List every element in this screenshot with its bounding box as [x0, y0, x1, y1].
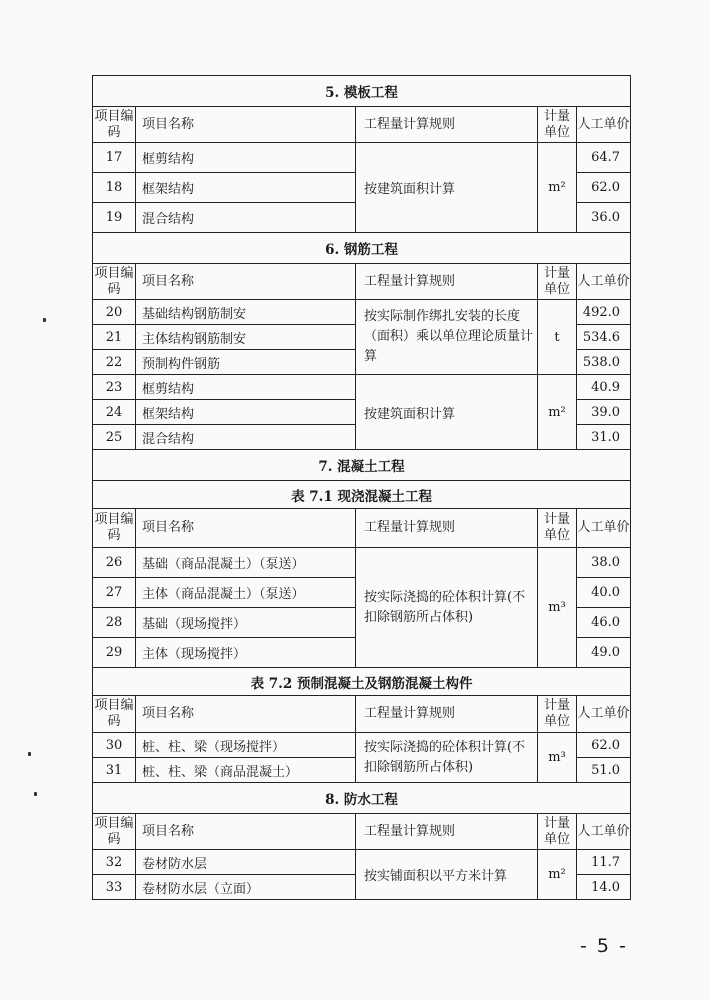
row-rule: 按实铺面积以平方米计算 — [356, 850, 538, 900]
row-code: 29 — [93, 638, 136, 668]
header-unit: 计量单位 — [538, 814, 577, 850]
row-unit: m³ — [538, 733, 577, 783]
row-price: 492.0 — [577, 300, 631, 325]
table-header — [93, 696, 631, 733]
header-rule: 工程量计算规则 — [356, 264, 538, 300]
row-rule: 按建筑面积计算 — [356, 143, 538, 233]
row-rule: 按实际浇捣的砼体积计算(不扣除钢筋所占体积) — [356, 733, 538, 783]
row-name: 基础（商品混凝土）（泵送） — [136, 548, 356, 578]
row-name: 桩、柱、梁（商品混凝土） — [136, 758, 356, 783]
row-unit: m² — [538, 850, 577, 900]
section-title-formwork: 5. 模板工程 — [93, 76, 631, 107]
row-name: 预制构件钢筋 — [136, 350, 356, 375]
row-unit: m² — [538, 375, 577, 450]
row-code: 26 — [93, 548, 136, 578]
table-row — [93, 143, 631, 173]
header-unit: 计量单位 — [538, 107, 577, 143]
row-name: 框架结构 — [136, 173, 356, 203]
page-number: - 5 - — [580, 935, 628, 957]
row-code: 18 — [93, 173, 136, 203]
header-name: 项目名称 — [136, 814, 356, 850]
row-name: 基础（现场搅拌） — [136, 608, 356, 638]
row-unit: m³ — [538, 548, 577, 668]
scan-speck — [28, 752, 31, 756]
row-rule: 按实际制作绑扎安装的长度（面积）乘以单位理论质量计算 — [356, 300, 538, 375]
header-name: 项目名称 — [136, 696, 356, 733]
row-unit: m² — [538, 143, 577, 233]
row-name: 主体（现场搅拌） — [136, 638, 356, 668]
header-name: 项目名称 — [136, 509, 356, 548]
row-code: 17 — [93, 143, 136, 173]
header-name: 项目名称 — [136, 107, 356, 143]
row-name: 基础结构钢筋制安 — [136, 300, 356, 325]
header-rule: 工程量计算规则 — [356, 696, 538, 733]
subtable-title-precast: 表 7.2 预制混凝土及钢筋混凝土构件 — [93, 668, 631, 696]
row-price: 62.0 — [577, 173, 631, 203]
row-price: 538.0 — [577, 350, 631, 375]
row-price: 36.0 — [577, 203, 631, 233]
row-code: 31 — [93, 758, 136, 783]
row-code: 28 — [93, 608, 136, 638]
row-price: 46.0 — [577, 608, 631, 638]
header-name: 项目名称 — [136, 264, 356, 300]
table-row — [93, 733, 631, 758]
row-code: 32 — [93, 850, 136, 875]
row-name: 主体（商品混凝土）（泵送） — [136, 578, 356, 608]
table-row — [93, 548, 631, 578]
row-name: 卷材防水层（立面） — [136, 875, 356, 900]
header-price: 人工单价 — [577, 509, 631, 548]
row-price: 38.0 — [577, 548, 631, 578]
row-price: 40.0 — [577, 578, 631, 608]
scan-speck — [34, 792, 37, 796]
header-unit: 计量单位 — [538, 264, 577, 300]
price-table-page — [92, 75, 630, 900]
row-price: 11.7 — [577, 850, 631, 875]
row-code: 27 — [93, 578, 136, 608]
section-title-rebar: 6. 钢筋工程 — [93, 233, 631, 264]
row-code: 30 — [93, 733, 136, 758]
table-header — [93, 107, 631, 143]
table-header — [93, 509, 631, 548]
row-name: 桩、柱、梁（现场搅拌） — [136, 733, 356, 758]
row-code: 20 — [93, 300, 136, 325]
header-code: 项目编码 — [93, 696, 136, 733]
row-price: 49.0 — [577, 638, 631, 668]
header-code: 项目编码 — [93, 264, 136, 300]
row-name: 主体结构钢筋制安 — [136, 325, 356, 350]
row-price: 64.7 — [577, 143, 631, 173]
row-rule: 按实际浇捣的砼体积计算(不扣除钢筋所占体积) — [356, 548, 538, 668]
section-title-concrete: 7. 混凝土工程 — [93, 450, 631, 481]
row-name: 混合结构 — [136, 425, 356, 450]
header-unit: 计量单位 — [538, 509, 577, 548]
row-code: 21 — [93, 325, 136, 350]
table-row — [93, 375, 631, 400]
row-name: 卷材防水层 — [136, 850, 356, 875]
header-rule: 工程量计算规则 — [356, 107, 538, 143]
table-row — [93, 300, 631, 325]
header-price: 人工单价 — [577, 107, 631, 143]
row-code: 23 — [93, 375, 136, 400]
row-price: 39.0 — [577, 400, 631, 425]
row-code: 25 — [93, 425, 136, 450]
price-table — [92, 75, 631, 900]
row-price: 31.0 — [577, 425, 631, 450]
row-rule: 按建筑面积计算 — [356, 375, 538, 450]
row-price: 40.9 — [577, 375, 631, 400]
row-code: 19 — [93, 203, 136, 233]
header-price: 人工单价 — [577, 814, 631, 850]
row-name: 框剪结构 — [136, 375, 356, 400]
header-price: 人工单价 — [577, 264, 631, 300]
header-price: 人工单价 — [577, 696, 631, 733]
row-code: 22 — [93, 350, 136, 375]
header-rule: 工程量计算规则 — [356, 814, 538, 850]
row-name: 框剪结构 — [136, 143, 356, 173]
row-unit: t — [538, 300, 577, 375]
scan-speck — [43, 318, 46, 322]
header-code: 项目编码 — [93, 107, 136, 143]
row-price: 14.0 — [577, 875, 631, 900]
header-rule: 工程量计算规则 — [356, 509, 538, 548]
row-price: 534.6 — [577, 325, 631, 350]
subtable-title-cast-in-place: 表 7.1 现浇混凝土工程 — [93, 481, 631, 509]
table-header — [93, 264, 631, 300]
section-title-waterproofing: 8. 防水工程 — [93, 783, 631, 814]
table-header — [93, 814, 631, 850]
row-code: 24 — [93, 400, 136, 425]
table-row — [93, 850, 631, 875]
header-unit: 计量单位 — [538, 696, 577, 733]
row-name: 混合结构 — [136, 203, 356, 233]
row-price: 51.0 — [577, 758, 631, 783]
row-code: 33 — [93, 875, 136, 900]
row-name: 框架结构 — [136, 400, 356, 425]
header-code: 项目编码 — [93, 814, 136, 850]
header-code: 项目编码 — [93, 509, 136, 548]
row-price: 62.0 — [577, 733, 631, 758]
